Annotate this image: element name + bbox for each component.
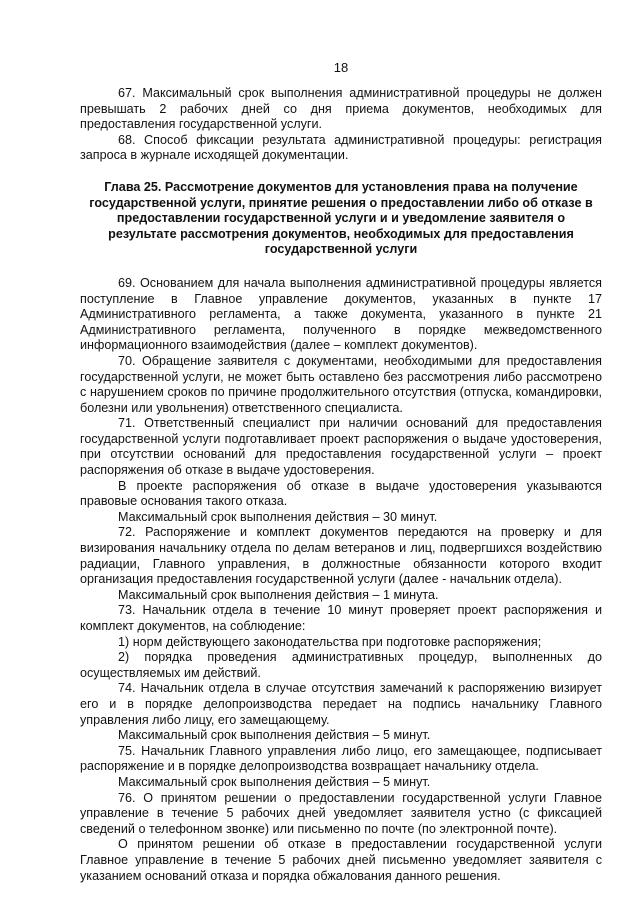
paragraph-76: 76. О принятом решении о предоставлении государственной услуги Главное управление в течение 5 рабочих дней уведомляет заявителя устно (с фиксацией сведений о телефонном звонке) или письменно по почте (по электронной почте). [80,790,602,836]
paragraph-71: 71. Ответственный специалист при наличии оснований для предоставления государственной услуги подготавливает проект распоряжения о выдаче удостоверения, при отсутствии оснований для предоставления государственной услуги – проект распоряжения об отказе в выдаче удостоверения. [80,416,602,478]
paragraph-72: 72. Распоряжение и комплект документов передаются на проверку и для визирования начальнику отдела по делам ветеранов и лиц, подвергшихся воздействию радиации, Главного управления, в должностные обязанности которого входит организация предоставления государственной услуги (далее - начальник отдела). [80,525,602,587]
paragraph-75-max-time: Максимальный срок выполнения действия – 5 минут. [118,774,431,789]
paragraph-75: 75. Начальник Главного управления либо лицо, его замещающее, подписывает распоряжение и в порядке делопроизводства возвращает начальнику отдела. [80,743,602,774]
paragraph-67: 67. Максимальный срок выполнения административной процедуры не должен превышать 2 рабочих дней со дня приема документов, необходимых для предоставления государственной услуги. [80,86,602,132]
paragraph-74-max-time: Максимальный срок выполнения действия – 5 минут. [118,728,431,743]
chapter-title: Глава 25. Рассмотрение документов для установления права на получение государственной услуги, принятие решения о предоставлении либо об отказе в предоставлении государственной услуги и и уведомление заявителя о результате рассмотрения документов, необходимых для предоставления государственной услуги [89,179,593,257]
paragraph-72-max-time: Максимальный срок выполнения действия – 1 минута. [118,587,439,602]
paragraph-70: 70. Обращение заявителя с документами, необходимыми для предоставления государственной услуги, не может быть оставлено без рассмотрения либо рассмотрено с нарушением сроков по причине продолжительного отсутствия (отпуска, командировки, болезни или увольнения) ответственного специалиста. [80,353,602,415]
paragraph-71-max-time: Максимальный срок выполнения действия – 30 минут. [118,509,438,524]
paragraph-74: 74. Начальник отдела в случае отсутствия замечаний к распоряжению визирует его и в порядке делопроизводства передает на подпись начальнику Главного управления либо лицу, его замещающему. [80,681,602,727]
page-number: 18 [333,60,349,75]
paragraph-76-refusal-notice: О принятом решении об отказе в предоставлении государственной услуги Главное управление в течение 5 рабочих дней письменно уведомляет заявителя с указанием оснований отказа и порядка обжалования данного решения. [80,837,602,883]
paragraph-73: 73. Начальник отдела в течение 10 минут проверяет проект распоряжения и комплект документов, на соблюдение: [80,603,602,633]
paragraph-68: 68. Способ фиксации результата административной процедуры: регистрация запроса в журнале исходящей документации. [80,132,602,163]
paragraph-73-item-2: 2) порядка проведения административных процедур, выполненных до осуществляемых им действий. [80,650,602,680]
paragraph-69: 69. Основанием для начала выполнения административной процедуры является поступление в Главное управление документов, указанных в пункте 17 Административного регламента, а также документа, указанного в пункте 21 Административного регламента, полученного в порядке межведомственного информационного взаимодействия (далее – комплект документов). [80,275,602,353]
paragraph-73-item-1: 1) норм действующего законодательства при подготовке распоряжения; [118,634,542,649]
paragraph-71-refusal-grounds: В проекте распоряжения об отказе в выдаче удостоверения указываются правовые основания такого отказа. [80,478,602,509]
